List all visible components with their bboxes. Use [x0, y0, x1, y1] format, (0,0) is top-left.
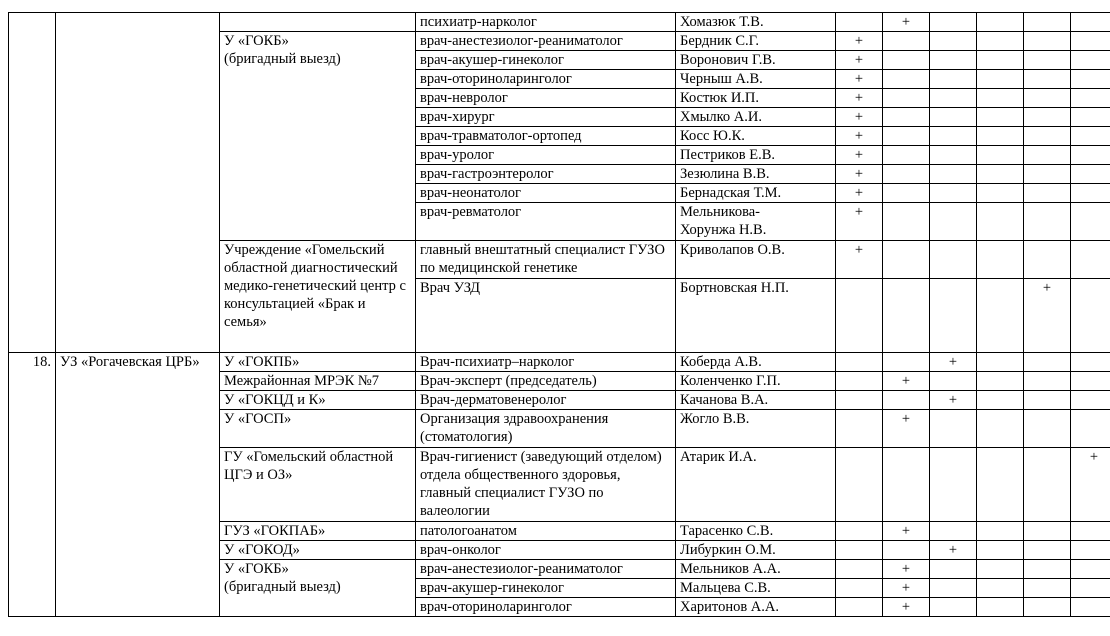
mark-cell [977, 241, 1024, 279]
mark-cell [883, 89, 930, 108]
mark-cell [1071, 598, 1110, 617]
doctor-specialty-cell: врач-травматолог-ортопед [416, 127, 676, 146]
institution-cell: У «ГОКБ» (бригадный выезд) [220, 560, 416, 617]
mark-cell [883, 184, 930, 203]
doctor-name-cell: Жогло В.В. [676, 410, 836, 448]
mark-cell [1024, 598, 1071, 617]
institution-cell: У «ГОКЦД и К» [220, 391, 416, 410]
mark-cell [883, 108, 930, 127]
mark-cell [1071, 127, 1110, 146]
mark-cell [1024, 51, 1071, 70]
mark-cell [1024, 391, 1071, 410]
mark-cell [883, 203, 930, 241]
mark-cell [836, 13, 883, 32]
mark-cell [883, 127, 930, 146]
mark-cell [1071, 372, 1110, 391]
mark-cell [1024, 541, 1071, 560]
doctor-specialty-cell: врач-гастроэнтеролог [416, 165, 676, 184]
institution-cell: У «ГОКБ» (бригадный выезд) [220, 32, 416, 241]
mark-cell [836, 279, 883, 353]
mark-cell: + [836, 108, 883, 127]
mark-cell: + [836, 146, 883, 165]
doctor-specialty-cell: Врач-эксперт (председатель) [416, 372, 676, 391]
mark-cell [977, 522, 1024, 541]
mark-cell [1071, 70, 1110, 89]
mark-cell [1024, 560, 1071, 579]
mark-cell [1071, 522, 1110, 541]
mark-cell [930, 522, 977, 541]
mark-cell: + [836, 89, 883, 108]
mark-cell [1071, 184, 1110, 203]
mark-cell [1071, 353, 1110, 372]
mark-cell [1024, 13, 1071, 32]
mark-cell: + [883, 522, 930, 541]
mark-cell: + [883, 560, 930, 579]
mark-cell [1024, 579, 1071, 598]
mark-cell [883, 391, 930, 410]
doctor-name-cell: Хомазюк Т.В. [676, 13, 836, 32]
institution-cell: ГУЗ «ГОКПАБ» [220, 522, 416, 541]
mark-cell: + [1071, 448, 1110, 522]
mark-cell: + [883, 372, 930, 391]
table-body [9, 13, 1110, 617]
mark-cell [1024, 127, 1071, 146]
doctor-name-cell: Воронович Г.В. [676, 51, 836, 70]
institution-cell: У «ГОКОД» [220, 541, 416, 560]
mark-cell [1071, 108, 1110, 127]
mark-cell [836, 541, 883, 560]
doctor-name-cell: Коленченко Г.П. [676, 372, 836, 391]
doctor-name-cell: Качанова В.А. [676, 391, 836, 410]
mark-cell: + [836, 127, 883, 146]
doctor-specialty-cell: Врач-гигиенист (заведующий отделом) отдела общественного здоровья, главный специалист ГУЗО по валеологии [416, 448, 676, 522]
mark-cell [1071, 560, 1110, 579]
mark-cell: + [930, 391, 977, 410]
mark-cell [1024, 448, 1071, 522]
doctor-name-cell: Коберда А.В. [676, 353, 836, 372]
mark-cell [930, 146, 977, 165]
mark-cell [977, 127, 1024, 146]
mark-cell: + [836, 70, 883, 89]
row-number-cell [9, 13, 56, 353]
mark-cell: + [836, 32, 883, 51]
doctor-name-cell: Хмылко А.И. [676, 108, 836, 127]
mark-cell [977, 165, 1024, 184]
mark-cell [1071, 279, 1110, 353]
mark-cell [977, 89, 1024, 108]
mark-cell [1071, 32, 1110, 51]
mark-cell [930, 70, 977, 89]
mark-cell [1071, 410, 1110, 448]
district-cell [56, 13, 220, 353]
mark-cell [1024, 410, 1071, 448]
mark-cell [1024, 70, 1071, 89]
doctor-name-cell: Бернадская Т.М. [676, 184, 836, 203]
mark-cell [977, 391, 1024, 410]
mark-cell [930, 372, 977, 391]
mark-cell: + [883, 410, 930, 448]
mark-cell [1071, 541, 1110, 560]
mark-cell [930, 32, 977, 51]
doctor-specialty-cell: врач-оториноларинголог [416, 598, 676, 617]
mark-cell [883, 165, 930, 184]
institution-cell: ГУ «Гомельский областной ЦГЭ и ОЗ» [220, 448, 416, 522]
table-row [9, 353, 1110, 372]
mark-cell [930, 203, 977, 241]
doctor-specialty-cell: врач-онколог [416, 541, 676, 560]
mark-cell [1071, 241, 1110, 279]
doctor-name-cell: Мальцева С.В. [676, 579, 836, 598]
doctor-name-cell: Атарик И.А. [676, 448, 836, 522]
mark-cell [1071, 51, 1110, 70]
doctor-name-cell: Зезюлина В.В. [676, 165, 836, 184]
doctor-specialty-cell: Врач-дерматовенеролог [416, 391, 676, 410]
doctor-specialty-cell: патологоанатом [416, 522, 676, 541]
mark-cell [977, 410, 1024, 448]
doctor-name-cell: Мельникова- Хорунжа Н.В. [676, 203, 836, 241]
mark-cell [977, 70, 1024, 89]
mark-cell [930, 51, 977, 70]
mark-cell [883, 541, 930, 560]
doctor-specialty-cell: Врач-психиатр–нарколог [416, 353, 676, 372]
mark-cell [977, 279, 1024, 353]
mark-cell [977, 51, 1024, 70]
mark-cell [836, 410, 883, 448]
mark-cell [977, 541, 1024, 560]
mark-cell [1024, 165, 1071, 184]
mark-cell: + [930, 353, 977, 372]
district-cell: УЗ «Рогачевская ЦРБ» [56, 353, 220, 617]
doctor-name-cell: Костюк И.П. [676, 89, 836, 108]
mark-cell [1024, 32, 1071, 51]
mark-cell [930, 108, 977, 127]
doctor-specialty-cell: врач-оториноларинголог [416, 70, 676, 89]
mark-cell: + [883, 579, 930, 598]
mark-cell [977, 579, 1024, 598]
mark-cell [1024, 89, 1071, 108]
mark-cell [883, 448, 930, 522]
mark-cell [1071, 203, 1110, 241]
doctor-specialty-cell: врач-акушер-гинеколог [416, 579, 676, 598]
mark-cell: + [836, 51, 883, 70]
mark-cell [930, 448, 977, 522]
mark-cell [977, 32, 1024, 51]
mark-cell [836, 522, 883, 541]
mark-cell [977, 203, 1024, 241]
doctor-specialty-cell: врач-хирург [416, 108, 676, 127]
mark-cell [1024, 522, 1071, 541]
doctor-specialty-cell: врач-неонатолог [416, 184, 676, 203]
mark-cell [1024, 372, 1071, 391]
row-number-cell: 18. [9, 353, 56, 617]
doctor-name-cell: Харитонов А.А. [676, 598, 836, 617]
doctor-specialty-cell: Врач УЗД [416, 279, 676, 353]
mark-cell: + [836, 203, 883, 241]
mark-cell [1071, 391, 1110, 410]
mark-cell [1071, 13, 1110, 32]
table-row [9, 13, 1110, 32]
mark-cell [930, 184, 977, 203]
doctor-specialty-cell: врач-ревматолог [416, 203, 676, 241]
mark-cell [1071, 146, 1110, 165]
doctor-specialty-cell: Организация здравоохранения (стоматология) [416, 410, 676, 448]
mark-cell [836, 353, 883, 372]
mark-cell: + [836, 165, 883, 184]
institution-cell: У «ГОСП» [220, 410, 416, 448]
mark-cell [1024, 203, 1071, 241]
doctor-specialty-cell: врач-анестезиолог-реаниматолог [416, 560, 676, 579]
mark-cell [977, 372, 1024, 391]
mark-cell [883, 32, 930, 51]
mark-cell [930, 89, 977, 108]
mark-cell [930, 127, 977, 146]
mark-cell [836, 372, 883, 391]
mark-cell [1024, 241, 1071, 279]
mark-cell [1071, 89, 1110, 108]
doctor-name-cell: Пестриков Е.В. [676, 146, 836, 165]
mark-cell [977, 598, 1024, 617]
doctor-name-cell: Бортновская Н.П. [676, 279, 836, 353]
mark-cell [977, 560, 1024, 579]
mark-cell: + [836, 184, 883, 203]
schedule-table [8, 12, 1110, 617]
mark-cell: + [1024, 279, 1071, 353]
mark-cell [1024, 108, 1071, 127]
mark-cell: + [883, 598, 930, 617]
doctor-specialty-cell: врач-невролог [416, 89, 676, 108]
institution-cell: Межрайонная МРЭК №7 [220, 372, 416, 391]
doctor-name-cell: Криволапов О.В. [676, 241, 836, 279]
mark-cell [1024, 184, 1071, 203]
mark-cell [1024, 146, 1071, 165]
mark-cell: + [930, 541, 977, 560]
institution-cell: У «ГОКПБ» [220, 353, 416, 372]
doctor-specialty-cell: психиатр-нарколог [416, 13, 676, 32]
doctor-name-cell: Бердник С.Г. [676, 32, 836, 51]
institution-cell: Учреждение «Гомельский областной диагностический медико-генетический центр с консультацией «Брак и семья» [220, 241, 416, 353]
doctor-name-cell: Тарасенко С.В. [676, 522, 836, 541]
doctor-specialty-cell: врач-анестезиолог-реаниматолог [416, 32, 676, 51]
mark-cell [836, 598, 883, 617]
mark-cell: + [836, 241, 883, 279]
mark-cell [836, 448, 883, 522]
mark-cell [1024, 353, 1071, 372]
mark-cell [836, 579, 883, 598]
mark-cell [1071, 579, 1110, 598]
mark-cell [883, 70, 930, 89]
doctor-specialty-cell: врач-уролог [416, 146, 676, 165]
mark-cell [930, 13, 977, 32]
mark-cell [977, 13, 1024, 32]
mark-cell [883, 241, 930, 279]
mark-cell [977, 353, 1024, 372]
mark-cell [883, 279, 930, 353]
mark-cell [930, 579, 977, 598]
mark-cell [883, 51, 930, 70]
doctor-name-cell: Черныш А.В. [676, 70, 836, 89]
mark-cell [977, 184, 1024, 203]
mark-cell [836, 560, 883, 579]
mark-cell [930, 279, 977, 353]
mark-cell [977, 108, 1024, 127]
mark-cell [977, 448, 1024, 522]
doctor-name-cell: Косс Ю.К. [676, 127, 836, 146]
mark-cell [1071, 165, 1110, 184]
mark-cell [930, 241, 977, 279]
doctor-specialty-cell: врач-акушер-гинеколог [416, 51, 676, 70]
mark-cell [883, 146, 930, 165]
doctor-name-cell: Либуркин О.М. [676, 541, 836, 560]
mark-cell [883, 353, 930, 372]
mark-cell [930, 598, 977, 617]
doctor-specialty-cell: главный внештатный специалист ГУЗО по медицинской генетике [416, 241, 676, 279]
mark-cell [977, 146, 1024, 165]
mark-cell [930, 165, 977, 184]
doctor-name-cell: Мельников А.А. [676, 560, 836, 579]
mark-cell [930, 410, 977, 448]
mark-cell [930, 560, 977, 579]
institution-cell [220, 13, 416, 32]
mark-cell [836, 391, 883, 410]
mark-cell: + [883, 13, 930, 32]
